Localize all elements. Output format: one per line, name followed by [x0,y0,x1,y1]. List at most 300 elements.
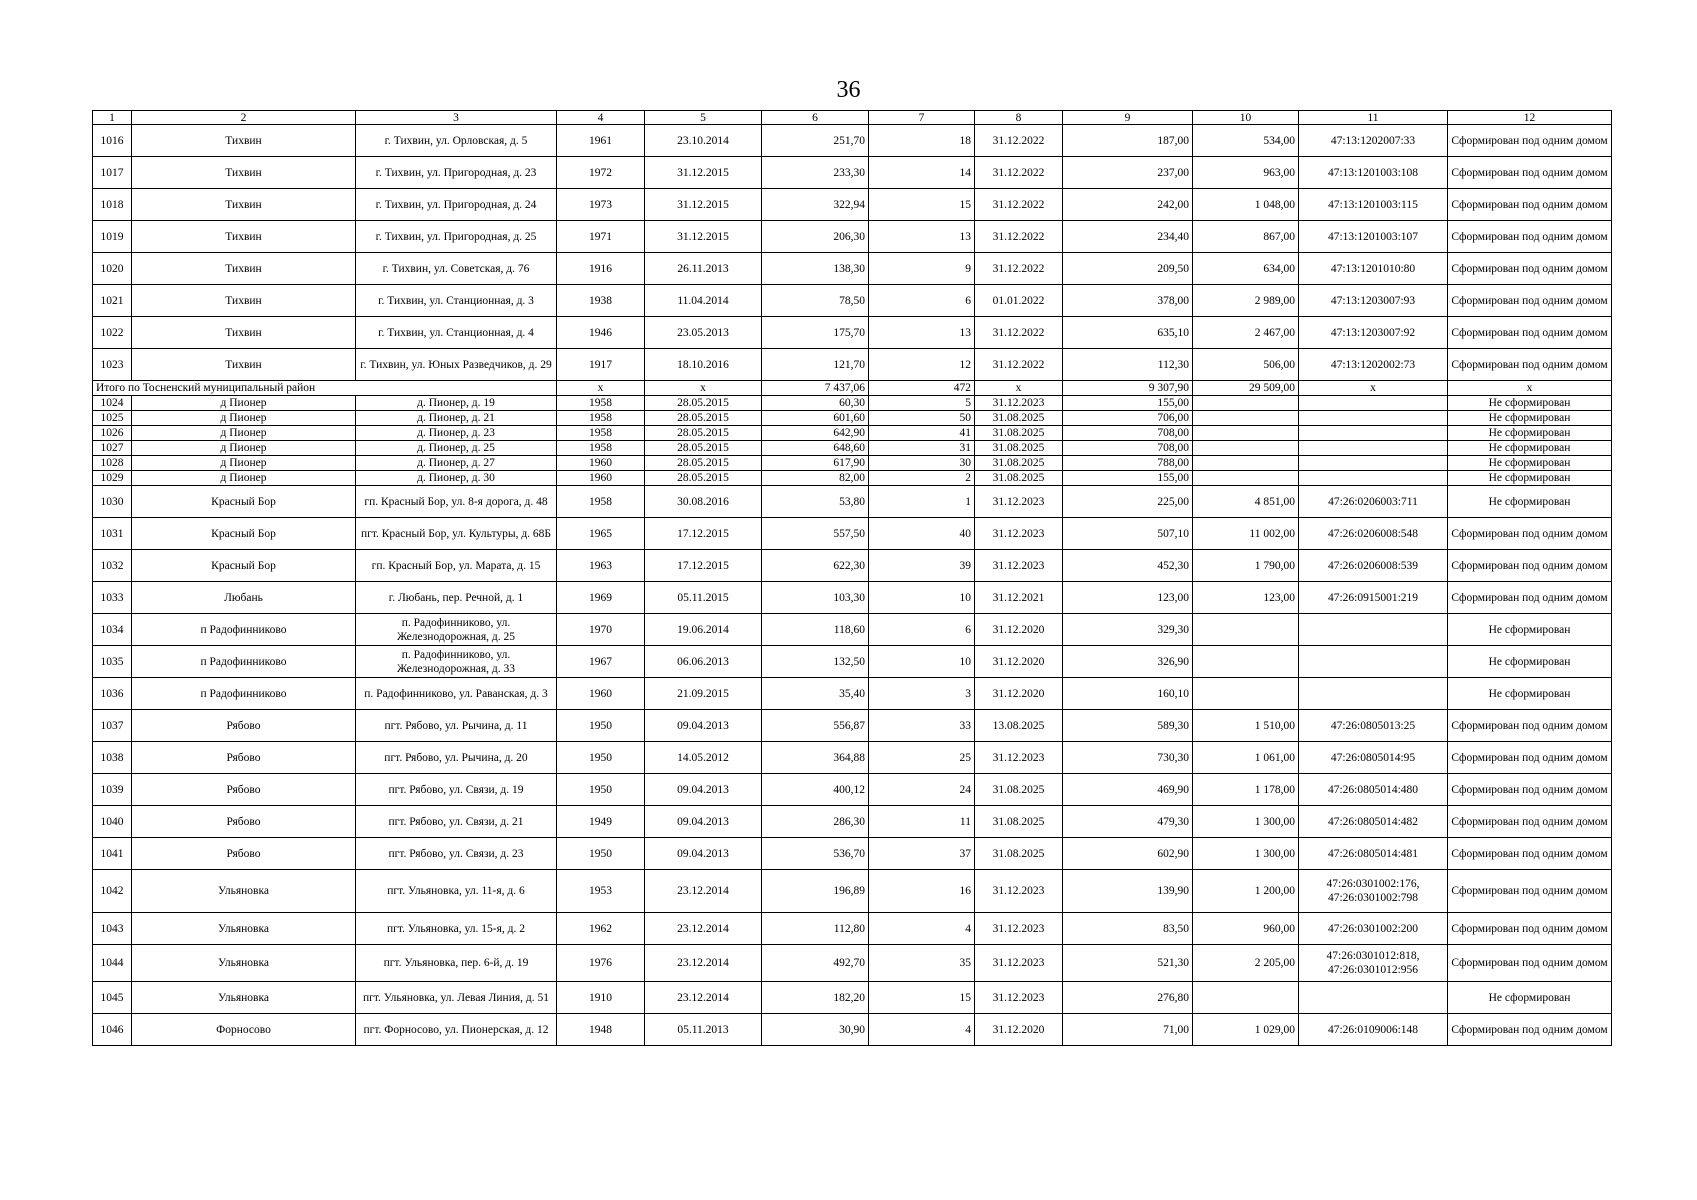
address-cell: д. Пионер, д. 23 [356,426,557,441]
address-cell: пгт. Ульяновка, ул. 11-я, д. 6 [356,870,557,913]
deadline-cell: 01.01.2022 [975,285,1063,317]
deadline-cell: 31.12.2020 [975,678,1063,710]
area-cell: 642,90 [762,426,869,441]
address-cell: г. Тихвин, ул. Юных Разведчиков, д. 29 [356,349,557,381]
year-built-cell: 1962 [557,913,645,945]
land-status-cell: Сформирован под одним домом [1448,838,1612,870]
year-built-cell: 1970 [557,614,645,646]
deadline-cell: 13.08.2025 [975,710,1063,742]
area-2-cell: 139,90 [1063,870,1193,913]
table-row [93,678,1612,710]
area-2-cell: 155,00 [1063,471,1193,486]
row-number-cell: 1020 [93,253,132,285]
row-number-cell: 1016 [93,125,132,157]
year-built-cell: 1958 [557,396,645,411]
address-cell: пгт. Рябово, ул. Связи, д. 23 [356,838,557,870]
date-cell: 28.05.2015 [645,411,762,426]
table-row [93,221,1612,253]
date-cell: 23.12.2014 [645,945,762,982]
table-row [93,1014,1612,1046]
date-cell: 28.05.2015 [645,471,762,486]
area-2-cell: 708,00 [1063,426,1193,441]
area-cell: 175,70 [762,317,869,349]
land-area-cell [1193,426,1299,441]
date-cell: 21.09.2015 [645,678,762,710]
area-cell: 78,50 [762,285,869,317]
date-cell: 14.05.2012 [645,742,762,774]
year-built-cell: 1950 [557,838,645,870]
row-number-cell: 1017 [93,157,132,189]
locality-cell: Ульяновка [132,945,356,982]
date-cell: 26.11.2013 [645,253,762,285]
table-row [93,982,1612,1014]
land-status-cell: Не сформирован [1448,982,1612,1014]
residents-cell: 10 [869,582,975,614]
land-area-cell [1193,614,1299,646]
cadastral-number-cell: 47:26:0805013:25 [1299,710,1448,742]
year-built-cell: 1960 [557,678,645,710]
date-cell: 11.04.2014 [645,285,762,317]
area-2-cell: 507,10 [1063,518,1193,550]
date-cell: 28.05.2015 [645,426,762,441]
locality-cell: п Радофинниково [132,614,356,646]
area-2-cell: 469,90 [1063,774,1193,806]
area-2-cell: 329,30 [1063,614,1193,646]
area-2-cell: 187,00 [1063,125,1193,157]
address-cell: пгт. Рябово, ул. Рычина, д. 11 [356,710,557,742]
land-status-cell: Сформирован под одним домом [1448,189,1612,221]
deadline-cell: 31.12.2022 [975,253,1063,285]
table-row [93,518,1612,550]
year-built-cell: 1976 [557,945,645,982]
row-number-cell: 1031 [93,518,132,550]
year-built-cell: 1971 [557,221,645,253]
total-residents-cell: 472 [869,381,975,396]
cadastral-number-cell [1299,614,1448,646]
area-cell: 648,60 [762,441,869,456]
row-number-cell: 1026 [93,426,132,441]
area-2-cell: 83,50 [1063,913,1193,945]
land-area-cell [1193,396,1299,411]
date-cell: 31.12.2015 [645,189,762,221]
address-cell: пгт. Рябово, ул. Рычина, д. 20 [356,742,557,774]
year-built-cell: 1950 [557,710,645,742]
land-area-cell: 2 205,00 [1193,945,1299,982]
address-cell: пгт. Ульяновка, ул. Левая Линия, д. 51 [356,982,557,1014]
deadline-cell: 31.12.2023 [975,518,1063,550]
cadastral-number-cell [1299,471,1448,486]
row-number-cell: 1043 [93,913,132,945]
land-status-cell: Не сформирован [1448,471,1612,486]
table-row [93,870,1612,913]
deadline-cell: 31.08.2025 [975,806,1063,838]
row-number-cell: 1044 [93,945,132,982]
area-2-cell: 242,00 [1063,189,1193,221]
deadline-cell: 31.12.2023 [975,396,1063,411]
year-built-cell: 1950 [557,742,645,774]
cadastral-number-cell: 47:26:0109006:148 [1299,1014,1448,1046]
cadastral-number-cell [1299,456,1448,471]
table-row [93,253,1612,285]
year-built-cell: 1958 [557,426,645,441]
deadline-cell: 31.12.2023 [975,982,1063,1014]
land-area-cell: 867,00 [1193,221,1299,253]
table-row [93,614,1612,646]
area-2-cell: 730,30 [1063,742,1193,774]
land-status-cell: Не сформирован [1448,411,1612,426]
area-2-cell: 155,00 [1063,396,1193,411]
land-area-cell [1193,441,1299,456]
area-cell: 617,90 [762,456,869,471]
date-cell: 09.04.2013 [645,710,762,742]
residents-cell: 50 [869,411,975,426]
row-number-cell: 1023 [93,349,132,381]
cadastral-number-cell [1299,646,1448,678]
address-cell: г. Тихвин, ул. Пригородная, д. 23 [356,157,557,189]
date-cell: 05.11.2013 [645,1014,762,1046]
table-row [93,317,1612,349]
locality-cell: п Радофинниково [132,678,356,710]
row-number-cell: 1033 [93,582,132,614]
cadastral-number-cell: 47:26:0805014:480 [1299,774,1448,806]
row-number-cell: 1045 [93,982,132,1014]
land-area-cell: 4 851,00 [1193,486,1299,518]
address-cell: п. Радофинниково, ул. Железнодорожная, д. 33 [356,646,557,678]
residents-cell: 31 [869,441,975,456]
land-status-cell: Сформирован под одним домом [1448,550,1612,582]
area-cell: 492,70 [762,945,869,982]
area-2-cell: 234,40 [1063,221,1193,253]
date-cell: 19.06.2014 [645,614,762,646]
area-cell: 557,50 [762,518,869,550]
residents-cell: 13 [869,317,975,349]
land-status-cell: Сформирован под одним домом [1448,518,1612,550]
year-built-cell: 1960 [557,471,645,486]
cadastral-number-cell: 47:13:1201010:80 [1299,253,1448,285]
area-cell: 118,60 [762,614,869,646]
address-cell: пгт. Ульяновка, пер. 6-й, д. 19 [356,945,557,982]
table-row [93,646,1612,678]
year-built-cell: 1948 [557,1014,645,1046]
residents-cell: 6 [869,614,975,646]
land-area-cell: 1 029,00 [1193,1014,1299,1046]
area-cell: 138,30 [762,253,869,285]
table-row [93,806,1612,838]
land-status-cell: Сформирован под одним домом [1448,1014,1612,1046]
deadline-cell: 31.08.2025 [975,774,1063,806]
cadastral-number-cell: 47:26:0301002:200 [1299,913,1448,945]
address-cell: г. Тихвин, ул. Орловская, д. 5 [356,125,557,157]
table-row [93,157,1612,189]
area-2-cell: 209,50 [1063,253,1193,285]
address-cell: д. Пионер, д. 27 [356,456,557,471]
address-cell: пгт. Красный Бор, ул. Культуры, д. 68Б [356,518,557,550]
row-number-cell: 1024 [93,396,132,411]
locality-cell: Тихвин [132,349,356,381]
land-area-cell: 1 178,00 [1193,774,1299,806]
row-number-cell: 1019 [93,221,132,253]
land-status-cell: Сформирован под одним домом [1448,870,1612,913]
area-cell: 322,94 [762,189,869,221]
total-row [93,381,1612,396]
locality-cell: д Пионер [132,441,356,456]
total-label: Итого по Тосненский муниципальный район [93,381,557,396]
address-cell: г. Тихвин, ул. Советская, д. 76 [356,253,557,285]
table-row [93,426,1612,441]
date-cell: 23.10.2014 [645,125,762,157]
deadline-cell: 31.12.2022 [975,157,1063,189]
area-cell: 400,12 [762,774,869,806]
total-date-cell: x [645,381,762,396]
row-number-cell: 1037 [93,710,132,742]
land-area-cell: 123,00 [1193,582,1299,614]
row-number-cell: 1041 [93,838,132,870]
locality-cell: Рябово [132,710,356,742]
residents-cell: 40 [869,518,975,550]
housing-registry-table [92,110,1612,1046]
address-cell: п. Радофинниково, ул. Раванская, д. 3 [356,678,557,710]
residents-cell: 6 [869,285,975,317]
land-area-cell: 2 467,00 [1193,317,1299,349]
locality-cell: Любань [132,582,356,614]
date-cell: 09.04.2013 [645,838,762,870]
column-header-12: 12 [1448,111,1612,125]
year-built-cell: 1963 [557,550,645,582]
row-number-cell: 1039 [93,774,132,806]
date-cell: 28.05.2015 [645,441,762,456]
residents-cell: 25 [869,742,975,774]
locality-cell: Рябово [132,774,356,806]
deadline-cell: 31.12.2022 [975,221,1063,253]
date-cell: 06.06.2013 [645,646,762,678]
area-cell: 182,20 [762,982,869,1014]
column-header-5: 5 [645,111,762,125]
cadastral-number-cell [1299,411,1448,426]
deadline-cell: 31.12.2022 [975,189,1063,221]
address-cell: пгт. Форносово, ул. Пионерская, д. 12 [356,1014,557,1046]
row-number-cell: 1032 [93,550,132,582]
land-area-cell: 963,00 [1193,157,1299,189]
deadline-cell: 31.08.2025 [975,411,1063,426]
locality-cell: Тихвин [132,125,356,157]
cadastral-number-cell: 47:26:0805014:481 [1299,838,1448,870]
locality-cell: Рябово [132,806,356,838]
locality-cell: Рябово [132,838,356,870]
deadline-cell: 31.12.2023 [975,913,1063,945]
row-number-cell: 1040 [93,806,132,838]
cadastral-number-cell: 47:13:1201003:115 [1299,189,1448,221]
area-cell: 121,70 [762,349,869,381]
cadastral-number-cell: 47:26:0206008:548 [1299,518,1448,550]
total-land-area-cell: 29 509,00 [1193,381,1299,396]
land-status-cell: Сформирован под одним домом [1448,806,1612,838]
column-header-10: 10 [1193,111,1299,125]
year-built-cell: 1960 [557,456,645,471]
cadastral-number-cell: 47:13:1201003:107 [1299,221,1448,253]
land-area-cell: 1 510,00 [1193,710,1299,742]
land-area-cell: 506,00 [1193,349,1299,381]
area-cell: 622,30 [762,550,869,582]
land-area-cell: 11 002,00 [1193,518,1299,550]
date-cell: 09.04.2013 [645,806,762,838]
residents-cell: 5 [869,396,975,411]
deadline-cell: 31.12.2020 [975,614,1063,646]
deadline-cell: 31.12.2020 [975,1014,1063,1046]
area-2-cell: 237,00 [1063,157,1193,189]
cadastral-number-cell: 47:26:0206008:539 [1299,550,1448,582]
address-cell: г. Любань, пер. Речной, д. 1 [356,582,557,614]
land-status-cell: Не сформирован [1448,646,1612,678]
land-area-cell [1193,646,1299,678]
land-status-cell: Сформирован под одним домом [1448,349,1612,381]
land-area-cell: 1 048,00 [1193,189,1299,221]
deadline-cell: 31.12.2020 [975,646,1063,678]
locality-cell: Красный Бор [132,550,356,582]
cadastral-number-cell [1299,396,1448,411]
area-cell: 206,30 [762,221,869,253]
year-built-cell: 1961 [557,125,645,157]
total-cadastral-number-cell: x [1299,381,1448,396]
date-cell: 23.12.2014 [645,913,762,945]
total-year-built-cell: x [557,381,645,396]
table-row [93,285,1612,317]
area-cell: 53,80 [762,486,869,518]
land-status-cell: Не сформирован [1448,456,1612,471]
area-cell: 196,89 [762,870,869,913]
area-cell: 82,00 [762,471,869,486]
area-2-cell: 71,00 [1063,1014,1193,1046]
cadastral-number-cell [1299,678,1448,710]
cadastral-number-cell: 47:13:1203007:93 [1299,285,1448,317]
column-header-2: 2 [132,111,356,125]
row-number-cell: 1038 [93,742,132,774]
cadastral-number-cell [1299,441,1448,456]
date-cell: 31.12.2015 [645,221,762,253]
table-row [93,742,1612,774]
cadastral-number-cell [1299,426,1448,441]
area-cell: 35,40 [762,678,869,710]
area-2-cell: 225,00 [1063,486,1193,518]
date-cell: 05.11.2015 [645,582,762,614]
cadastral-number-cell: 47:26:0805014:95 [1299,742,1448,774]
land-area-cell: 1 790,00 [1193,550,1299,582]
deadline-cell: 31.08.2025 [975,471,1063,486]
address-cell: пгт. Рябово, ул. Связи, д. 19 [356,774,557,806]
date-cell: 17.12.2015 [645,550,762,582]
column-header-3: 3 [356,111,557,125]
locality-cell: Красный Бор [132,486,356,518]
row-number-cell: 1035 [93,646,132,678]
locality-cell: д Пионер [132,396,356,411]
residents-cell: 30 [869,456,975,471]
land-area-cell [1193,471,1299,486]
cadastral-number-cell [1299,982,1448,1014]
area-cell: 601,60 [762,411,869,426]
land-area-cell: 1 300,00 [1193,838,1299,870]
residents-cell: 37 [869,838,975,870]
area-2-cell: 160,10 [1063,678,1193,710]
land-status-cell: Сформирован под одним домом [1448,710,1612,742]
locality-cell: Форносово [132,1014,356,1046]
locality-cell: д Пионер [132,456,356,471]
area-cell: 556,87 [762,710,869,742]
land-status-cell: Сформирован под одним домом [1448,253,1612,285]
area-2-cell: 378,00 [1063,285,1193,317]
land-status-cell: Сформирован под одним домом [1448,774,1612,806]
year-built-cell: 1958 [557,411,645,426]
residents-cell: 18 [869,125,975,157]
land-area-cell: 534,00 [1193,125,1299,157]
address-cell: д. Пионер, д. 21 [356,411,557,426]
residents-cell: 41 [869,426,975,441]
residents-cell: 14 [869,157,975,189]
cadastral-number-cell: 47:26:0915001:219 [1299,582,1448,614]
area-cell: 364,88 [762,742,869,774]
row-number-cell: 1025 [93,411,132,426]
locality-cell: Ульяновка [132,913,356,945]
residents-cell: 12 [869,349,975,381]
table-row [93,125,1612,157]
locality-cell: Тихвин [132,285,356,317]
table-row [93,441,1612,456]
table-row [93,486,1612,518]
date-cell: 17.12.2015 [645,518,762,550]
column-header-9: 9 [1063,111,1193,125]
year-built-cell: 1973 [557,189,645,221]
year-built-cell: 1910 [557,982,645,1014]
land-status-cell: Сформирован под одним домом [1448,742,1612,774]
total-deadline-cell: x [975,381,1063,396]
deadline-cell: 31.12.2022 [975,349,1063,381]
residents-cell: 15 [869,982,975,1014]
date-cell: 30.08.2016 [645,486,762,518]
table-row [93,189,1612,221]
residents-cell: 3 [869,678,975,710]
table-row [93,582,1612,614]
residents-cell: 24 [869,774,975,806]
address-cell: г. Тихвин, ул. Пригородная, д. 24 [356,189,557,221]
land-status-cell: Сформирован под одним домом [1448,285,1612,317]
area-cell: 30,90 [762,1014,869,1046]
land-status-cell: Сформирован под одним домом [1448,913,1612,945]
land-status-cell: Сформирован под одним домом [1448,945,1612,982]
table-row [93,349,1612,381]
land-area-cell [1193,678,1299,710]
deadline-cell: 31.08.2025 [975,441,1063,456]
address-cell: д. Пионер, д. 30 [356,471,557,486]
locality-cell: Ульяновка [132,982,356,1014]
row-number-cell: 1042 [93,870,132,913]
locality-cell: д Пионер [132,426,356,441]
address-cell: п. Радофинниково, ул. Железнодорожная, д. 25 [356,614,557,646]
land-area-cell: 634,00 [1193,253,1299,285]
locality-cell: Тихвин [132,189,356,221]
land-area-cell: 960,00 [1193,913,1299,945]
row-number-cell: 1018 [93,189,132,221]
deadline-cell: 31.12.2023 [975,486,1063,518]
deadline-cell: 31.12.2023 [975,945,1063,982]
year-built-cell: 1916 [557,253,645,285]
address-cell: д. Пионер, д. 19 [356,396,557,411]
table-row [93,838,1612,870]
residents-cell: 4 [869,1014,975,1046]
year-built-cell: 1967 [557,646,645,678]
area-2-cell: 706,00 [1063,411,1193,426]
column-header-4: 4 [557,111,645,125]
area-2-cell: 452,30 [1063,550,1193,582]
deadline-cell: 31.12.2022 [975,317,1063,349]
land-status-cell: Не сформирован [1448,426,1612,441]
